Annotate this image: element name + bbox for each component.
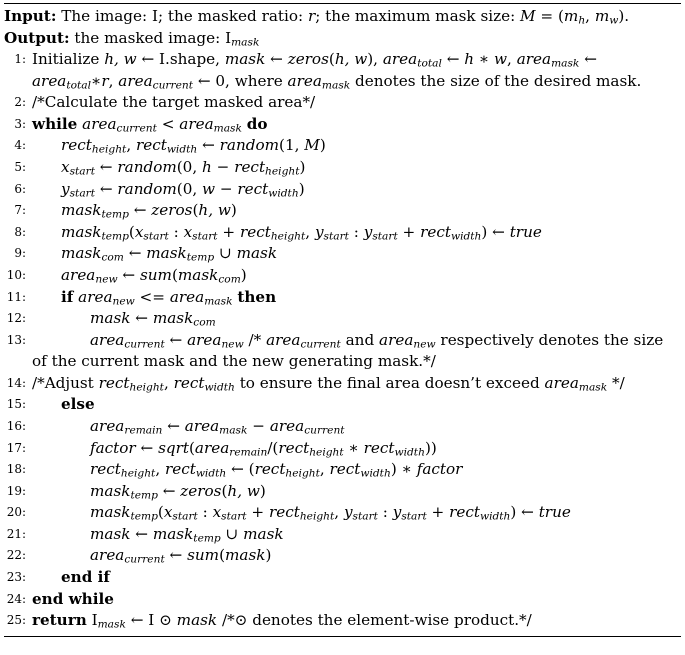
line-10: 10: area$_{new}$ ← sum(mask$_{com}$) (6, 265, 247, 286)
line-12: 12: mask ← mask$_{com}$ (6, 309, 216, 329)
line-5: 5: $x_{start}$ ← random(0, h − rect$_{height}$) (14, 157, 306, 178)
line-text: rect$_{height}$, rect$_{width}$ ← random(1, M) (61, 136, 326, 157)
line-text: return $I_{mask}$ ← I ⊙ mask /*⊙ denotes the element-wise product.*/ (32, 611, 532, 631)
input-line (4, 6, 681, 28)
line-8: 8: $mask_{temp}(x_{start}$ : $x_{start}$ + rect$_{height}$, $y_{start}$ : $y_{start}$ + rect$_{width}$) ← true (14, 222, 542, 243)
output-line (4, 28, 681, 50)
line-23: 23: end if (4, 567, 681, 589)
line-20: 20: $mask_{temp}(x_{start}$ : $x_{start}$ + rect$_{height}$, $y_{start}$ : $y_{start}$ + rect$_{width}$) ← true (6, 503, 571, 523)
bottom-rule (4, 636, 681, 637)
line-number: 1: (14, 52, 26, 67)
line-3: 3: while area$_{current}$ < area$_{mask}$ do (14, 114, 268, 135)
input-text: The image: I; the masked ratio: r; the maximum mask size: $M = (m_h$, $m_w$). (61, 7, 630, 27)
line-13: 13: area$_{current}$ ← area$_{new}$ /* area$_{current}$ and area$_{new}$ respectively denotes the size of the current mask and the new generating mask.*/ (4, 330, 681, 373)
output-text: the masked image: $I_{mask}$ (74, 28, 260, 49)
algorithm-box (4, 0, 681, 637)
algorithm-content (4, 4, 681, 632)
line-text: /*Calculate the target masked area*/ (32, 93, 316, 112)
line-21: 21: mask ← mask$_{temp}$ ∪ mask (6, 524, 284, 545)
line-text: mask ← mask$_{temp}$ ∪ mask (90, 524, 284, 545)
line-text: if area$_{new}$ <= area$_{mask}$ then (61, 287, 277, 308)
output-label: Output: (4, 28, 70, 47)
line-text: area$_{remain}$ ← area$_{mask}$ − area$_{current}$ (90, 416, 345, 437)
line-text: mask$_{temp}$ ← zeros(h, w) (90, 481, 266, 502)
line-25: 25: return $I_{mask}$ ← I ⊙ mask /*⊙ denotes the element-wise product.*/ (6, 611, 532, 631)
line-text: $y_{start}$ ← random(0, w − rect$_{width}$) (61, 179, 305, 200)
line-4: 4: rect$_{height}$, rect$_{width}$ ← random(1, M) (14, 136, 326, 157)
line-text: Initialize h, w ← I.shape, mask ← zeros(h, w), area$_{total}$ ← h ∗ w, area$_{mask}$ ← area$_{total}$∗r, area$_{current}$ ← 0, where area$_{mask}$ denotes the size of the desired mask. (32, 50, 642, 92)
line-6: 6: $y_{start}$ ← random(0, w − rect$_{width}$) (14, 179, 305, 200)
line-text: mask ← mask$_{com}$ (90, 309, 216, 329)
line-text: $mask_{temp}(x_{start}$ : $x_{start}$ + rect$_{height}$, $y_{start}$ : $y_{start}$ + rect$_{width}$) ← true (90, 503, 571, 523)
line-text: area$_{current}$ ← area$_{new}$ /* area$_{current}$ and area$_{new}$ respectively denotes the size of the current mask and the new generating mask.*/ (32, 330, 664, 371)
line-17: 17: factor ← sqrt(area$_{remain}$/(rect$_{height}$ ∗ rect$_{width}$)) (6, 438, 437, 459)
line-text: end while (32, 589, 114, 608)
input-label: Input: (4, 7, 57, 25)
line-19: 19: mask$_{temp}$ ← zeros(h, w) (6, 481, 266, 502)
line-text: end if (61, 568, 110, 587)
line-text: /*Adjust rect$_{height}$, rect$_{width}$ to ensure the final area doesn’t exceed area$_{mask}$ */ (32, 373, 625, 394)
line-text: factor ← sqrt(area$_{remain}$/(rect$_{height}$ ∗ rect$_{width}$)) (90, 438, 437, 459)
line-text: while area$_{current}$ < area$_{mask}$ do (32, 114, 268, 135)
line-text: else (61, 395, 95, 414)
line-text: $x_{start}$ ← random(0, h − rect$_{height}$) (61, 157, 306, 178)
line-2: 2: /*Calculate the target masked area*/ (4, 92, 681, 114)
line-14: 14: /*Adjust rect$_{height}$, rect$_{width}$ to ensure the final area doesn’t exceed area$_{mask}$ */ (6, 373, 625, 394)
line-text: $mask_{temp}(x_{start}$ : $x_{start}$ + rect$_{height}$, $y_{start}$ : $y_{start}$ + rect$_{width}$) ← true (61, 222, 542, 243)
line-text: mask$_{temp}$ ← zeros(h, w) (61, 201, 237, 221)
line-15: 15: else (4, 394, 681, 416)
line-11: 11: if area$_{new}$ <= area$_{mask}$ then (6, 287, 277, 308)
line-16: 16: area$_{remain}$ ← area$_{mask}$ − area$_{current}$ (6, 416, 345, 437)
line-9: 9: mask$_{com}$ ← mask$_{temp}$ ∪ mask (14, 244, 278, 264)
line-18: 18: rect$_{height}$, rect$_{width}$ ← (rect$_{height}$, rect$_{width}$) ∗ factor (6, 460, 463, 480)
line-22: 22: area$_{current}$ ← sum(mask) (6, 546, 272, 567)
line-text: area$_{current}$ ← sum(mask) (90, 546, 272, 567)
line-1 (4, 49, 681, 92)
line-text: mask$_{com}$ ← mask$_{temp}$ ∪ mask (61, 244, 278, 264)
line-7: 7: mask$_{temp}$ ← zeros(h, w) (14, 201, 237, 221)
line-text: rect$_{height}$, rect$_{width}$ ← (rect$_{height}$, rect$_{width}$) ∗ factor (90, 460, 463, 480)
line-text: area$_{new}$ ← sum(mask$_{com}$) (61, 265, 247, 286)
line-24: 24: end while (4, 589, 681, 611)
